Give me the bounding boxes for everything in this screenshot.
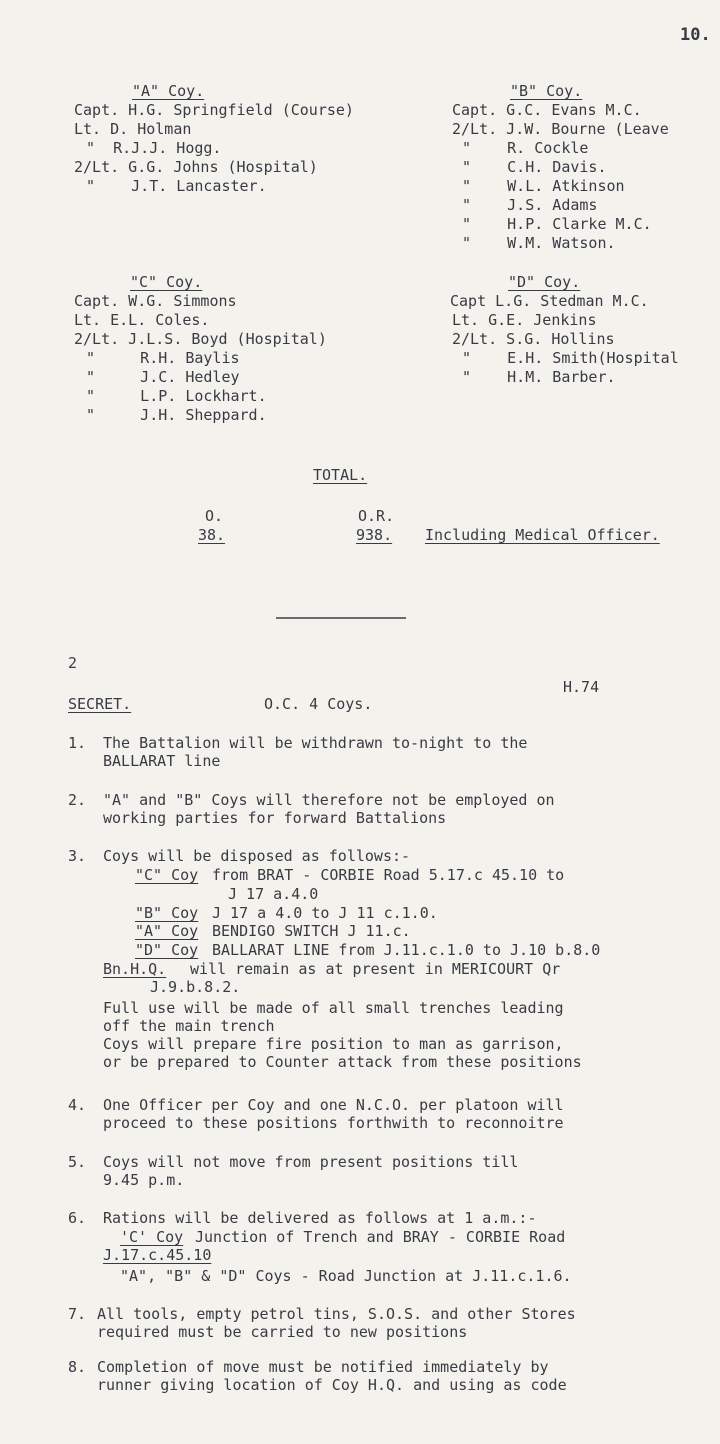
officers-value: 38. — [198, 526, 226, 544]
roster-line: " H.M. Barber. — [462, 368, 616, 386]
total-note: Including Medical Officer. — [425, 526, 660, 544]
ration-text: "A", "B" & "D" Coys - Road Junction at J.11.c.1.6. — [120, 1267, 572, 1285]
roster-line: Capt. W.G. Simmons — [74, 292, 237, 310]
company-heading: "A" Coy. — [132, 82, 205, 100]
roster-line: 2/Lt. S.G. Hollins — [452, 330, 615, 348]
para-line: Completion of move must be notified immediately by — [97, 1358, 549, 1376]
para-line: working parties for forward Battalions — [103, 809, 447, 827]
roster-line: Capt L.G. Stedman M.C. — [450, 292, 649, 310]
roster-line: " C.H. Davis. — [462, 158, 607, 176]
para-line: 9.45 p.m. — [103, 1171, 185, 1189]
disposition-cont: J.9.b.8.2. — [150, 978, 241, 996]
para-line: off the main trench — [103, 1017, 275, 1035]
officers-label: O. — [205, 507, 224, 525]
roster-line: Capt. H.G. Springfield (Course) — [74, 101, 354, 119]
roster-line: Lt. D. Holman — [74, 120, 192, 138]
margin-number: 2 — [68, 654, 78, 672]
roster-line: " L.P. Lockhart. — [86, 387, 267, 405]
para-line: Full use will be made of all small trenches leading — [103, 999, 564, 1017]
roster-line: " W.L. Atkinson — [462, 177, 625, 195]
disposition-text: will remain as at present in MERICOURT Qr — [190, 960, 561, 978]
para-line: All tools, empty petrol tins, S.O.S. and other Stores — [97, 1305, 576, 1323]
disposition-unit: "D" Coy — [135, 941, 199, 959]
para-number: 2. — [68, 791, 87, 809]
company-heading: "C" Coy. — [130, 273, 203, 291]
para-line: Rations will be delivered as follows at 1 a.m.:- — [103, 1209, 537, 1227]
para-line: required must be carried to new positions — [97, 1323, 468, 1341]
page-number: 10. — [680, 25, 711, 45]
roster-line: Lt. E.L. Coles. — [74, 311, 210, 329]
roster-line: " H.P. Clarke M.C. — [462, 215, 652, 233]
para-number: 8. — [68, 1358, 87, 1376]
roster-line: " W.M. Watson. — [462, 234, 616, 252]
roster-line: " J.H. Sheppard. — [86, 406, 267, 424]
para-line: BALLARAT line — [103, 752, 221, 770]
para-line: Coys will prepare fire position to man as garrison, — [103, 1035, 564, 1053]
or-value: 938. — [356, 526, 393, 544]
roster-line: " J.T. Lancaster. — [86, 177, 267, 195]
disposition-text: from BRAT - CORBIE Road 5.17.c 45.10 to — [212, 866, 565, 884]
para-number: 1. — [68, 734, 87, 752]
para-line: runner giving location of Coy H.Q. and using as code — [97, 1376, 567, 1394]
para-number: 7. — [68, 1305, 87, 1323]
roster-line: " J.S. Adams — [462, 196, 598, 214]
ration-text: Junction of Trench and BRAY - CORBIE Road — [195, 1228, 566, 1246]
ration-unit: 'C' Coy — [120, 1228, 184, 1246]
ration-text: J.17.c.45.10 — [103, 1246, 212, 1264]
or-label: O.R. — [358, 507, 395, 525]
roster-line: " R.J.J. Hogg. — [86, 139, 222, 157]
roster-line: 2/Lt. J.L.S. Boyd (Hospital) — [74, 330, 327, 348]
company-heading: "B" Coy. — [510, 82, 583, 100]
para-line: The Battalion will be withdrawn to-night to the — [103, 734, 528, 752]
addressee: O.C. 4 Coys. — [264, 695, 373, 713]
para-line: or be prepared to Counter attack from these positions — [103, 1053, 582, 1071]
disposition-text: J 17 a 4.0 to J 11 c.1.0. — [212, 904, 438, 922]
roster-line: " J.C. Hedley — [86, 368, 240, 386]
para-line: Coys will not move from present positions till — [103, 1153, 519, 1171]
section-divider — [276, 617, 406, 619]
roster-line: 2/Lt. J.W. Bourne (Leave — [452, 120, 669, 138]
para-line: One Officer per Coy and one N.C.O. per platoon will — [103, 1096, 564, 1114]
para-line: Coys will be disposed as follows:- — [103, 847, 411, 865]
classification: SECRET. — [68, 695, 132, 713]
disposition-text: BENDIGO SWITCH J 11.c. — [212, 922, 411, 940]
para-line: "A" and "B" Coys will therefore not be employed on — [103, 791, 555, 809]
roster-line: Capt. G.C. Evans M.C. — [452, 101, 642, 119]
roster-line: " R. Cockle — [462, 139, 589, 157]
company-heading: "D" Coy. — [508, 273, 581, 291]
disposition-unit: "A" Coy — [135, 922, 199, 940]
disposition-unit: "C" Coy — [135, 866, 199, 884]
roster-line: 2/Lt. G.G. Johns (Hospital) — [74, 158, 318, 176]
roster-line: Lt. G.E. Jenkins — [452, 311, 597, 329]
total-heading: TOTAL. — [313, 466, 368, 484]
disposition-unit: "B" Coy — [135, 904, 199, 922]
roster-line: " E.H. Smith(Hospital — [462, 349, 679, 367]
para-number: 5. — [68, 1153, 87, 1171]
order-reference: H.74 — [563, 678, 600, 696]
para-number: 3. — [68, 847, 87, 865]
disposition-cont: J 17 a.4.0 — [228, 885, 319, 903]
para-line: proceed to these positions forthwith to reconnoitre — [103, 1114, 564, 1132]
disposition-text: BALLARAT LINE from J.11.c.1.0 to J.10 b.8.0 — [212, 941, 601, 959]
para-number: 4. — [68, 1096, 87, 1114]
roster-line: " R.H. Baylis — [86, 349, 240, 367]
para-number: 6. — [68, 1209, 87, 1227]
disposition-unit: Bn.H.Q. — [103, 960, 167, 978]
